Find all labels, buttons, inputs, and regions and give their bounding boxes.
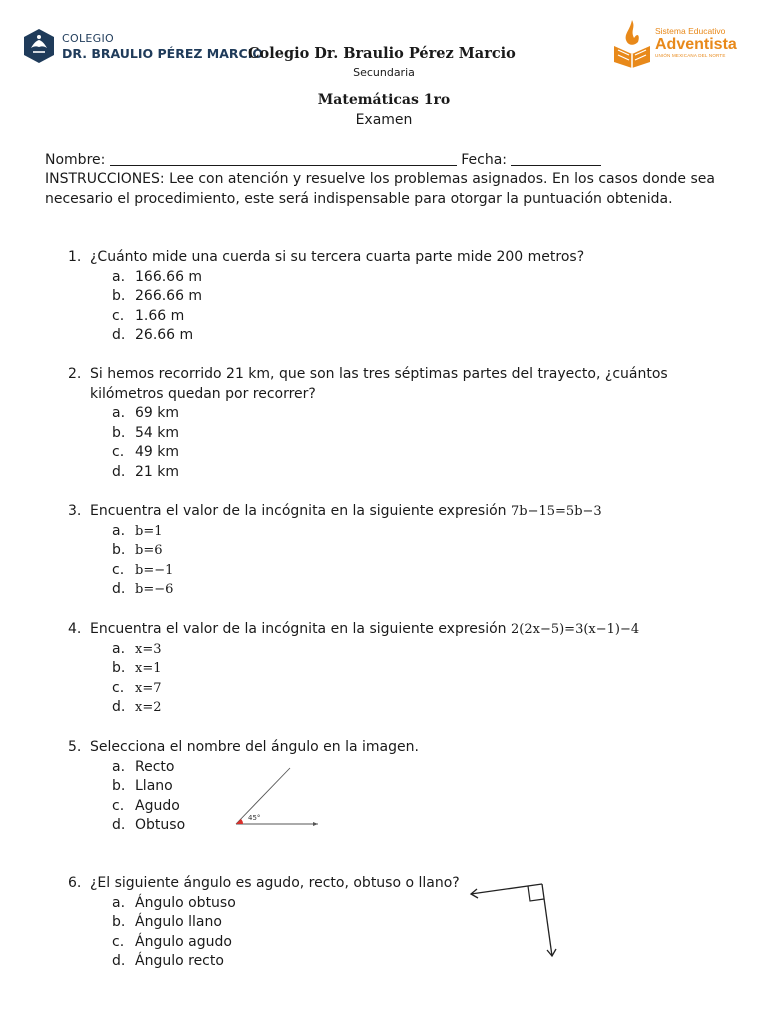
- option-letter: a.: [112, 640, 126, 657]
- date-field[interactable]: [511, 151, 601, 166]
- option-letter: d.: [112, 327, 126, 343]
- angle-label: 45°: [248, 814, 261, 822]
- option-text: x=1: [135, 661, 162, 676]
- option-letter: a.: [112, 522, 126, 539]
- option-letter: b.: [112, 660, 126, 676]
- option-letter: b.: [112, 424, 126, 441]
- option-letter: a.: [112, 758, 126, 775]
- angle-45-figure: [228, 762, 328, 832]
- right-angle-marker-icon: [528, 886, 544, 901]
- option-letter: b.: [112, 914, 126, 930]
- option-letter: c.: [112, 561, 125, 578]
- option-letter: a.: [112, 268, 126, 285]
- logo-text-line1: COLEGIO: [62, 32, 114, 45]
- student-fields: [45, 151, 601, 171]
- option-letter: c.: [112, 444, 125, 460]
- logo-system-text: Sistema Educativo: [655, 26, 726, 36]
- option-text: Ángulo llano: [135, 914, 222, 930]
- angle-ray-diagonal: [236, 768, 290, 824]
- option-text: Obtuso: [135, 817, 186, 833]
- name-field[interactable]: [110, 151, 457, 166]
- flame-book-icon: [610, 16, 654, 70]
- question-number: 3.: [68, 503, 82, 519]
- question-text: ¿Cuánto mide una cuerda si su tercera cuarta parte mide 200 metros?: [90, 249, 585, 265]
- exam-type: Examen: [355, 112, 413, 128]
- school-level: Secundaria: [353, 66, 415, 79]
- option-text: x=2: [135, 700, 162, 715]
- option-letter: c.: [112, 933, 125, 950]
- option-text: Ángulo obtuso: [135, 894, 236, 911]
- option-letter: b.: [112, 288, 126, 304]
- option-letter: d.: [112, 817, 126, 833]
- adventist-logo: [610, 16, 746, 70]
- date-label: Fecha:: [461, 152, 508, 168]
- option-text: b=−6: [135, 582, 174, 597]
- option-text: 1.66 m: [135, 307, 185, 324]
- option-text: b=6: [135, 543, 163, 558]
- exam-subject: Matemáticas 1ro: [317, 92, 451, 108]
- option-text: 266.66 m: [135, 288, 203, 304]
- logo-union-text: UNIÓN MEXICANA DEL NORTE: [655, 53, 726, 58]
- question-expression: 7b−15=5b−3: [511, 504, 602, 519]
- option-letter: d.: [112, 699, 126, 715]
- question-text: ¿El siguiente ángulo es agudo, recto, obtuso o llano?: [90, 875, 460, 891]
- option-text: Ángulo agudo: [135, 933, 232, 950]
- question-text: Si hemos recorrido 21 km, que son las tres séptimas partes del trayecto, ¿cuántos kilómetros quedan por recorrer?: [90, 366, 668, 402]
- arrow-head-icon: [313, 822, 318, 826]
- question-stem: [90, 620, 639, 640]
- option-letter: c.: [112, 679, 125, 696]
- question-number: 6.: [68, 875, 82, 891]
- question-number: 1.: [68, 249, 82, 265]
- option-letter: d.: [112, 953, 126, 969]
- school-name: Colegio Dr. Braulio Pérez Marcio: [248, 45, 516, 62]
- option-text: 69 km: [135, 405, 180, 421]
- instructions: INSTRUCCIONES: Lee con atención y resuelve los problemas asignados. En los casos donde sea necesario el procedimiento, este será indispensable para otorgar la puntuación obtenida.: [45, 171, 715, 207]
- question-number: 2.: [68, 366, 82, 382]
- option-text: Llano: [135, 778, 173, 794]
- school-logo: [22, 28, 263, 64]
- angle-ray-down: [542, 884, 552, 956]
- option-text: 49 km: [135, 444, 180, 460]
- option-letter: a.: [112, 405, 126, 421]
- question-number: 4.: [68, 621, 82, 637]
- option-letter: d.: [112, 463, 126, 480]
- logo-adventista-text: Adventista: [655, 36, 737, 53]
- option-text: b=−1: [135, 562, 174, 578]
- question-number: 5.: [68, 739, 82, 755]
- school-emblem-icon: [22, 28, 56, 64]
- name-label: Nombre:: [45, 152, 106, 168]
- option-text: Recto: [135, 758, 175, 775]
- option-text: x=3: [135, 641, 162, 657]
- option-text: 26.66 m: [135, 327, 194, 343]
- question-expression: 2(2x−5)=3(x−1)−4: [511, 622, 640, 637]
- option-text: 54 km: [135, 424, 180, 441]
- option-letter: b.: [112, 542, 126, 558]
- option-text: x=7: [135, 680, 162, 696]
- option-text: 166.66 m: [135, 268, 203, 285]
- option-text: b=1: [135, 523, 163, 539]
- question-stem: [90, 502, 602, 522]
- option-letter: c.: [112, 797, 125, 814]
- option-text: Agudo: [135, 797, 180, 814]
- question-text: Encuentra el valor de la incógnita en la siguiente expresión: [90, 621, 507, 637]
- logo-text-line2: DR. BRAULIO PÉREZ MARCIO: [62, 46, 263, 61]
- option-text: Ángulo recto: [135, 953, 224, 969]
- angle-ray-left: [471, 884, 542, 894]
- question-text: Selecciona el nombre del ángulo en la imagen.: [90, 739, 419, 755]
- option-letter: d.: [112, 581, 126, 597]
- option-letter: c.: [112, 307, 125, 324]
- option-letter: a.: [112, 894, 126, 911]
- question-text: Encuentra el valor de la incógnita en la siguiente expresión: [90, 503, 507, 519]
- option-letter: b.: [112, 778, 126, 794]
- option-text: 21 km: [135, 463, 180, 480]
- right-angle-figure: [462, 876, 562, 962]
